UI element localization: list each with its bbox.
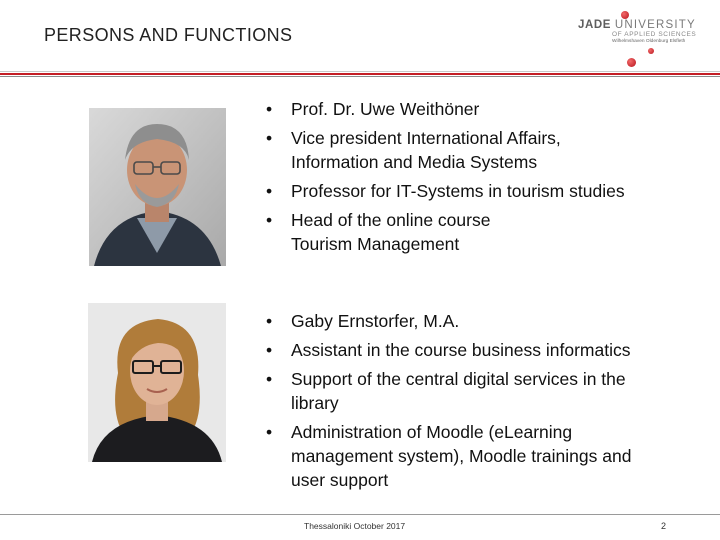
person-photo (88, 303, 226, 462)
university-logo (574, 12, 704, 70)
person-1-bullets (266, 97, 625, 261)
bullet-icon: • (266, 128, 273, 148)
list-item: • Vice president International Affairs, Information and Media Systems (266, 128, 561, 172)
logo-wordmark: JADE UNIVERSITY (578, 19, 696, 31)
man-portrait-icon (89, 108, 226, 266)
slide-title: PERSONS AND FUNCTIONS (44, 25, 293, 45)
woman-portrait-icon (88, 303, 226, 462)
list-item: • Administration of Moodle (eLearning management system), Moodle trainings and user support (266, 422, 632, 490)
header-rule-bottom (0, 76, 720, 77)
header-rule-top (0, 71, 720, 72)
list-item: • Head of the online course Tourism Management (266, 210, 491, 254)
list-item: • Professor for IT-Systems in tourism studies (266, 181, 625, 201)
bullet-icon: • (266, 369, 273, 389)
bullet-icon: • (266, 422, 273, 442)
footer-rule (0, 514, 720, 515)
bullet-icon: • (266, 340, 273, 360)
list-item: • Assistant in the course business informatics (266, 340, 631, 360)
footer-text: Thessaloniki October 2017 (304, 521, 406, 531)
person-photo (89, 108, 226, 266)
bullet-icon: • (266, 181, 273, 201)
person-2-bullets (266, 309, 631, 497)
list-item: • Prof. Dr. Uwe Weithöner (266, 99, 480, 119)
logo-subtitle: OF APPLIED SCIENCES (612, 31, 697, 38)
header-rule-accent (0, 73, 720, 75)
bullet-icon: • (266, 311, 273, 331)
logo-tagline: Wilhelmshaven Oldenburg Elsfleth (612, 39, 686, 44)
list-item: • Support of the central digital services in the library (266, 369, 626, 413)
logo-ball-icon (621, 11, 629, 19)
logo-ball-icon (648, 48, 654, 54)
bullet-icon: • (266, 99, 273, 119)
bullet-icon: • (266, 210, 273, 230)
list-item: • Gaby Ernstorfer, M.A. (266, 311, 460, 331)
page-number: 2 (661, 521, 667, 531)
logo-ball-icon (627, 58, 636, 67)
